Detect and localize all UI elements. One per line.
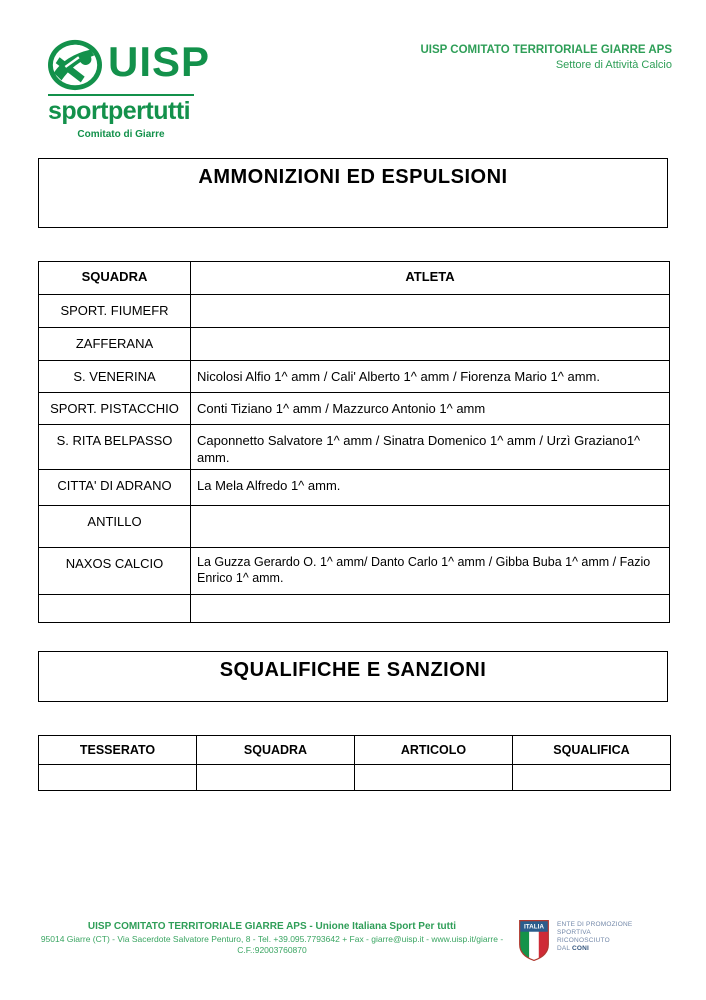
column-header-tesserato: TESSERATO [39,736,197,765]
atleta-cell: La Guzza Gerardo O. 1^ amm/ Danto Carlo 1^ amm / Gibba Buba 1^ amm / Fazio Enrico 1^ amm. [191,548,670,595]
column-header-articolo: ARTICOLO [355,736,513,765]
column-header-squadra: SQUADRA [39,262,191,295]
column-header-atleta: ATLETA [191,262,670,295]
logo-divider [48,94,194,96]
logo-committee: Comitato di Giarre [77,129,165,140]
table-row [39,425,670,470]
footer [38,915,670,967]
articolo-cell [355,765,513,791]
table-row [39,328,670,361]
squadra-cell: S. VENERINA [39,361,191,393]
ammonizioni-table [38,261,670,623]
section-title-box-ammonizioni [38,158,668,228]
squadra-cell: SPORT. PISTACCHIO [39,393,191,425]
org-header [420,44,672,71]
atleta-cell [191,595,670,623]
atleta-cell: La Mela Alfredo 1^ amm. [191,470,670,506]
footer-address-line: 95014 Giarre (CT) - Via Sacerdote Salvatore Penturo, 8 - Tel. +39.095.7793642 + Fax - giarre@uisp.it - www.uisp.it/giarre - [40,934,504,944]
org-title: UISP COMITATO TERRITORIALE GIARRE APS [420,44,672,56]
coni-caption-line: RICONOSCIUTO [557,937,610,944]
table-row [39,765,671,791]
squadra-cell [197,765,355,791]
uisp-athlete-icon [46,38,104,92]
squadra-cell: S. RITA BELPASSO [39,425,191,470]
section-title-ammonizioni: AMMONIZIONI ED ESPULSIONI [198,166,508,188]
coni-caption [557,921,632,967]
org-subtitle: Settore di Attività Calcio [555,59,672,71]
table-row [39,470,670,506]
section-title-box-squalifiche [38,651,668,702]
table-row [39,548,670,595]
logo-tagline: sportpertutti [48,97,191,125]
coni-caption-line: SPORTIVA [557,929,591,936]
table-row [39,393,670,425]
atleta-cell [191,328,670,361]
table-row [39,595,670,623]
coni-caption-dal: DAL [557,945,573,952]
squalifiche-table [38,735,671,791]
tesserato-cell [39,765,197,791]
coni-caption-coni: CONI [572,945,590,952]
italia-shield-icon [518,919,550,967]
section-title-squalifiche: SQUALIFICHE E SANZIONI [219,659,487,681]
table-row [39,295,670,328]
squadra-cell: NAXOS CALCIO [39,548,191,595]
squadra-cell: SPORT. FIUMEFR [39,295,191,328]
table-row [39,506,670,548]
uisp-logo [46,38,246,140]
footer-cf-line: C.F.:92003760870 [237,945,307,955]
atleta-cell: Caponnetto Salvatore 1^ amm / Sinatra Domenico 1^ amm / Urzì Graziano1^ amm. [191,425,670,470]
column-header-squadra2: SQUADRA [197,736,355,765]
footer-text [38,915,506,967]
table-row [39,361,670,393]
squadra-cell: ZAFFERANA [39,328,191,361]
uisp-wordmark: UISP [108,38,211,85]
squalifica-cell [513,765,671,791]
column-header-squalifica: SQUALIFICA [513,736,671,765]
coni-badge [518,919,632,967]
footer-org-line: UISP COMITATO TERRITORIALE GIARRE APS - Unione Italiana Sport Per tutti [87,921,457,932]
coni-caption-line [557,945,632,953]
atleta-cell: Nicolosi Alfio 1^ amm / Cali' Alberto 1^ amm / Fiorenza Mario 1^ amm. [191,361,670,393]
atleta-cell [191,506,670,548]
italia-shield-label: ITALIA [523,923,545,931]
atleta-cell: Conti Tiziano 1^ amm / Mazzurco Antonio 1^ amm [191,393,670,425]
squadra-cell: ANTILLO [39,506,191,548]
squadra-cell: CITTA' DI ADRANO [39,470,191,506]
squadra-cell [39,595,191,623]
coni-caption-line: ENTE DI PROMOZIONE [557,921,633,928]
atleta-cell [191,295,670,328]
